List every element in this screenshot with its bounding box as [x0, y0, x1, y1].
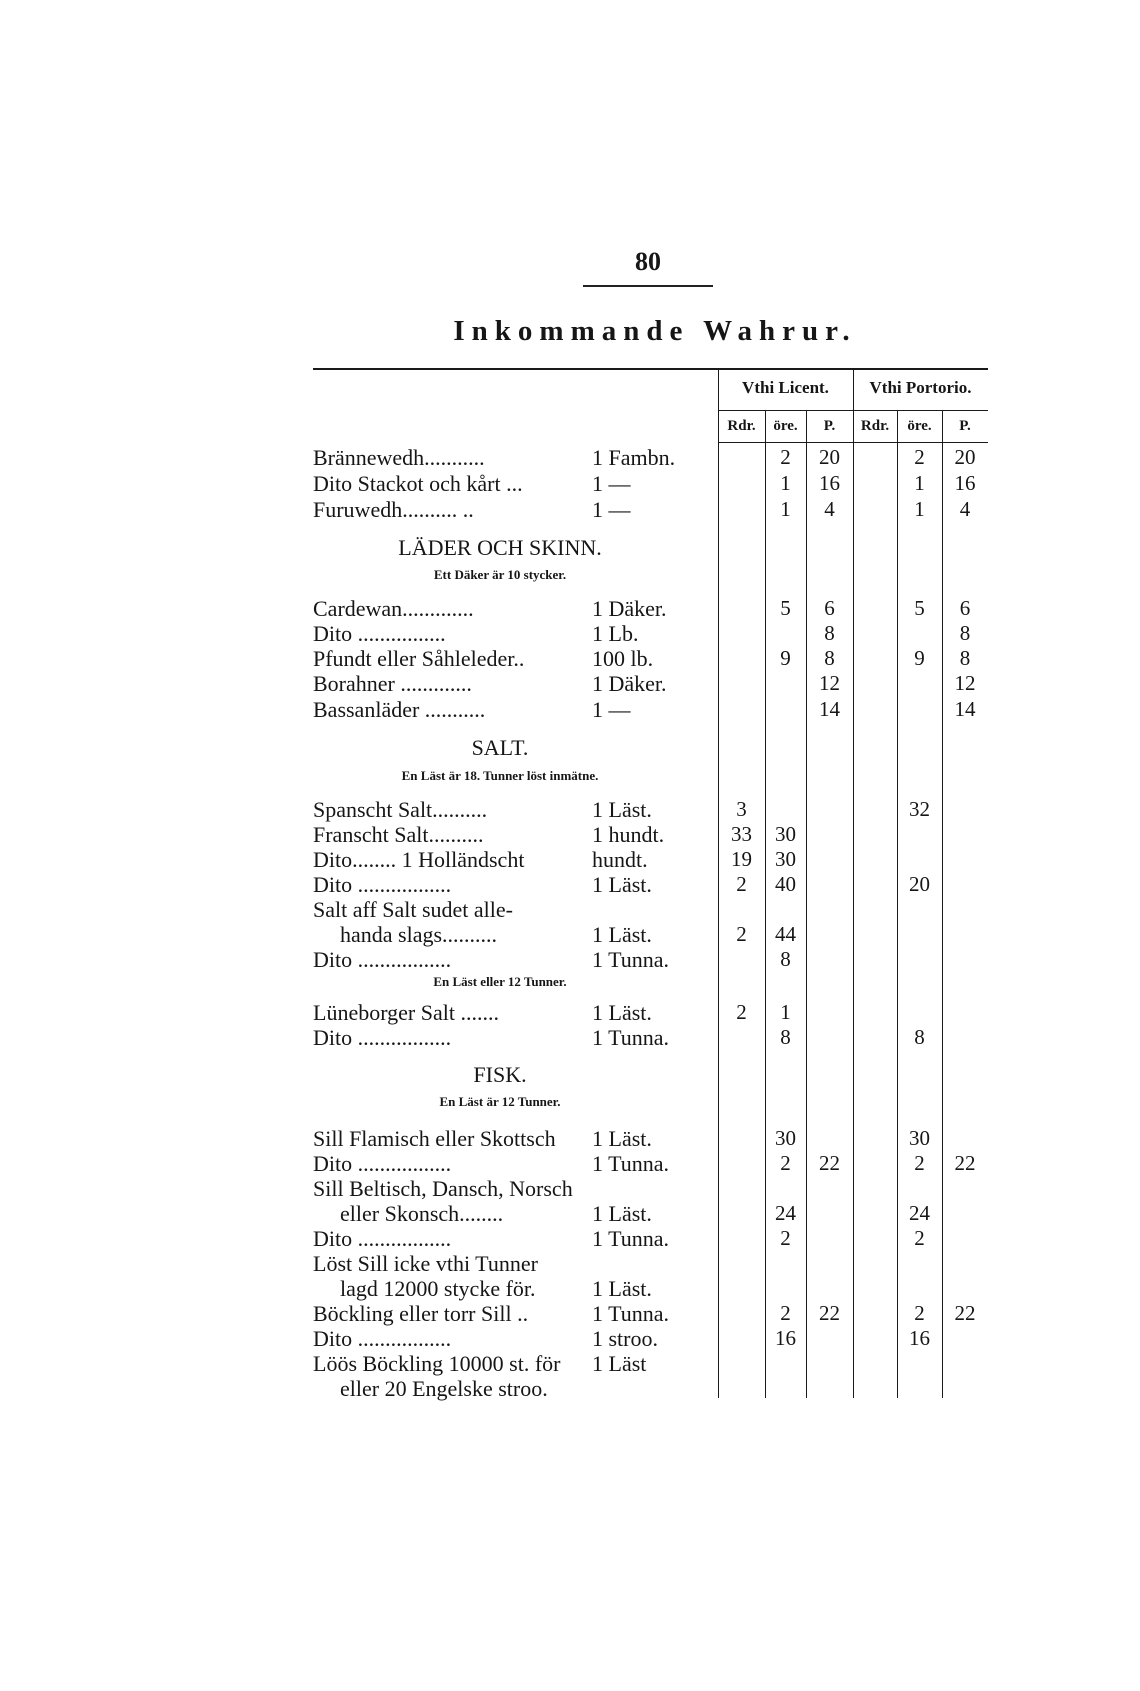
rate-cell: 2 [780, 1151, 791, 1175]
item-quantity: hundt. [592, 847, 648, 872]
column-header-licent: Vthi Licent. [742, 378, 829, 397]
item-quantity: 1 Däker. [592, 671, 667, 696]
item-quantity: 1 stroo. [592, 1326, 658, 1351]
rate-cell: 16 [819, 471, 840, 495]
rate-cell: 22 [954, 1151, 976, 1175]
table-row [0, 1025, 1140, 1050]
item-label: Borahner ............. [313, 671, 472, 696]
rate-cell: 40 [775, 872, 796, 896]
sub-header-p: P. [959, 418, 971, 434]
rate-cell: 16 [909, 1326, 930, 1350]
rate-cell: 2 [914, 1151, 925, 1175]
table-row [0, 1000, 1140, 1025]
rate-cell: 16 [954, 471, 976, 495]
section-note: Ett Däker är 10 stycker. [433, 567, 567, 582]
rate-cell: 19 [731, 847, 752, 871]
sub-header-ore: öre. [773, 418, 798, 434]
rate-cell: 12 [954, 671, 976, 695]
rate-cell: 5 [914, 596, 925, 620]
table-row [0, 947, 1140, 972]
item-quantity: 1 Tunna. [592, 947, 670, 972]
item-quantity: 1 Tunna. [592, 1025, 670, 1050]
item-label: Spanscht Salt.......... [313, 797, 488, 822]
table-row [0, 797, 1140, 822]
table-row [0, 1326, 1140, 1351]
table-row [0, 697, 1140, 722]
item-quantity: 1 Läst. [592, 1000, 652, 1025]
rate-cell: 8 [959, 646, 971, 670]
item-quantity: 100 lb. [592, 646, 654, 671]
item-label: Dito ................. [313, 872, 452, 897]
table-row [0, 847, 1140, 872]
item-label: handa slags.......... [340, 922, 498, 947]
rate-cell: 16 [775, 1326, 796, 1350]
item-label: Dito ................ [313, 621, 446, 646]
table-row [0, 822, 1140, 847]
rate-cell: 8 [780, 947, 791, 971]
rate-cell: 2 [780, 1226, 791, 1250]
sub-header-rdr: Rdr. [727, 418, 756, 434]
rate-cell: 1 [780, 471, 791, 495]
rate-cell: 33 [731, 822, 752, 846]
rate-cell: 14 [954, 697, 976, 721]
table-row [0, 445, 1140, 470]
item-quantity: 1 Däker. [592, 596, 667, 621]
item-quantity: 1 — [592, 471, 631, 496]
item-label: Dito ................. [313, 1226, 452, 1251]
rate-cell: 2 [914, 1226, 925, 1250]
rate-cell: 30 [775, 1126, 796, 1150]
rate-cell: 8 [824, 646, 835, 670]
item-label: Lüneborger Salt ....... [313, 1000, 499, 1025]
table-row [0, 1176, 1140, 1201]
item-quantity: 1 Läst. [592, 1126, 652, 1151]
rate-cell: 3 [736, 797, 747, 821]
table-row [0, 471, 1140, 496]
item-label: Dito ................. [313, 1025, 452, 1050]
rate-cell: 30 [909, 1126, 930, 1150]
section-title: FISK. [473, 1062, 527, 1087]
section-title: LÄDER OCH SKINN. [398, 535, 602, 560]
sub-header-rdr: Rdr. [860, 418, 890, 434]
item-quantity: 1 Lb. [592, 621, 639, 646]
rate-cell: 24 [909, 1201, 930, 1225]
rate-cell: 9 [780, 646, 791, 670]
item-label: Brännewedh........... [313, 445, 485, 470]
table-top-rule [313, 368, 988, 370]
page-number: 80 [635, 247, 661, 276]
rate-cell: 22 [954, 1301, 976, 1325]
table-row [0, 897, 1140, 922]
rate-cell: 9 [914, 646, 925, 670]
rate-cell: 20 [909, 872, 930, 896]
item-label: Franscht Salt.......... [313, 822, 484, 847]
rate-cell: 30 [775, 847, 796, 871]
item-label: lagd 12000 stycke för. [340, 1276, 536, 1301]
item-quantity: 1 Tunna. [592, 1301, 670, 1326]
item-label: Pfundt eller Såhleleder.. [313, 646, 525, 671]
table-row [0, 1251, 1140, 1276]
rate-cell: 8 [780, 1025, 791, 1049]
item-label: Böckling eller torr Sill .. [313, 1301, 529, 1326]
item-quantity: 1 Läst. [592, 797, 652, 822]
item-label: Dito ................. [313, 1151, 452, 1176]
rate-cell: 1 [914, 471, 925, 495]
rate-cell: 1 [780, 497, 791, 521]
table-row [0, 1301, 1140, 1326]
table-row [0, 1151, 1140, 1176]
rate-cell: 1 [780, 1000, 791, 1024]
item-quantity: 1 — [592, 497, 631, 522]
rate-cell: 14 [819, 697, 840, 721]
rate-cell: 2 [736, 872, 747, 896]
page-number-rule [583, 285, 713, 287]
table-row [0, 1126, 1140, 1151]
item-label: Dito ................. [313, 1326, 452, 1351]
rate-cell: 2 [736, 922, 747, 946]
rate-cell: 2 [780, 1301, 791, 1325]
table-row [0, 671, 1140, 696]
item-quantity: 1 hundt. [592, 822, 665, 847]
table-row [0, 1351, 1140, 1376]
table-row [0, 1376, 1140, 1401]
rate-cell: 22 [819, 1151, 840, 1175]
item-quantity: 1 Läst. [592, 872, 652, 897]
rate-cell: 8 [914, 1025, 925, 1049]
item-label: Furuwedh.......... .. [313, 497, 474, 522]
section-title: SALT. [471, 735, 529, 760]
page-title: Inkommande Wahrur. [453, 315, 857, 347]
item-label: Bassanläder ........... [313, 697, 486, 722]
rate-cell: 4 [824, 497, 835, 521]
rate-cell: 20 [819, 445, 840, 469]
table-row [0, 646, 1140, 671]
item-label: Löös Böckling 10000 st. för [313, 1351, 561, 1376]
sub-header-ore: öre. [907, 418, 932, 434]
rate-cell: 30 [775, 822, 796, 846]
rate-cell: 2 [736, 1000, 747, 1024]
table-row [0, 621, 1140, 646]
rate-cell: 6 [824, 596, 835, 620]
rate-cell: 32 [909, 797, 930, 821]
section-note: En Läst är 12 Tunner. [439, 1094, 561, 1109]
item-label: eller Skonsch........ [340, 1201, 504, 1226]
section-note: En Läst eller 12 Tunner. [433, 974, 567, 989]
item-label: eller 20 Engelske stroo. [340, 1376, 548, 1401]
item-quantity: 1 Läst. [592, 1276, 652, 1301]
table-row [0, 1201, 1140, 1226]
rate-cell: 24 [775, 1201, 796, 1225]
rate-cell: 20 [954, 445, 976, 469]
rate-cell: 2 [914, 1301, 925, 1325]
table-row [0, 596, 1140, 621]
rate-cell: 2 [780, 445, 791, 469]
item-label: Dito Stackot och kårt ... [313, 471, 523, 496]
item-quantity: 1 Tunna. [592, 1226, 670, 1251]
item-label: Sill Flamisch eller Skottsch [313, 1126, 556, 1151]
item-quantity: 1 Läst [592, 1351, 647, 1376]
item-quantity: 1 Läst. [592, 1201, 652, 1226]
table-row [0, 922, 1140, 947]
rate-cell: 44 [775, 922, 796, 946]
rate-cell: 4 [959, 497, 971, 521]
item-label: Dito ................. [313, 947, 452, 972]
rate-cell: 1 [914, 497, 925, 521]
rate-cell: 22 [819, 1301, 840, 1325]
table-row [0, 1226, 1140, 1251]
table-row [0, 1276, 1140, 1301]
item-quantity: 1 — [592, 697, 631, 722]
item-label: Löst Sill icke vthi Tunner [313, 1251, 538, 1276]
rate-cell: 12 [819, 671, 840, 695]
table-row [0, 497, 1140, 522]
item-label: Salt aff Salt sudet alle- [313, 897, 513, 922]
table-row [0, 872, 1140, 897]
column-header-portorio: Vthi Portorio. [869, 378, 972, 397]
rate-cell: 5 [780, 596, 791, 620]
item-label: Dito........ 1 Holländscht [313, 847, 525, 872]
item-quantity: 1 Tunna. [592, 1151, 670, 1176]
rate-cell: 6 [959, 596, 971, 620]
rate-cell: 2 [914, 445, 925, 469]
item-label: Cardewan............. [313, 596, 474, 621]
item-quantity: 1 Fambn. [592, 445, 676, 470]
sub-header-p: P. [823, 418, 836, 434]
item-label: Sill Beltisch, Dansch, Norsch [313, 1176, 573, 1201]
section-note: En Läst är 18. Tunner löst inmätne. [401, 768, 599, 783]
rate-cell: 8 [959, 621, 971, 645]
item-quantity: 1 Läst. [592, 922, 652, 947]
rate-cell: 8 [824, 621, 835, 645]
